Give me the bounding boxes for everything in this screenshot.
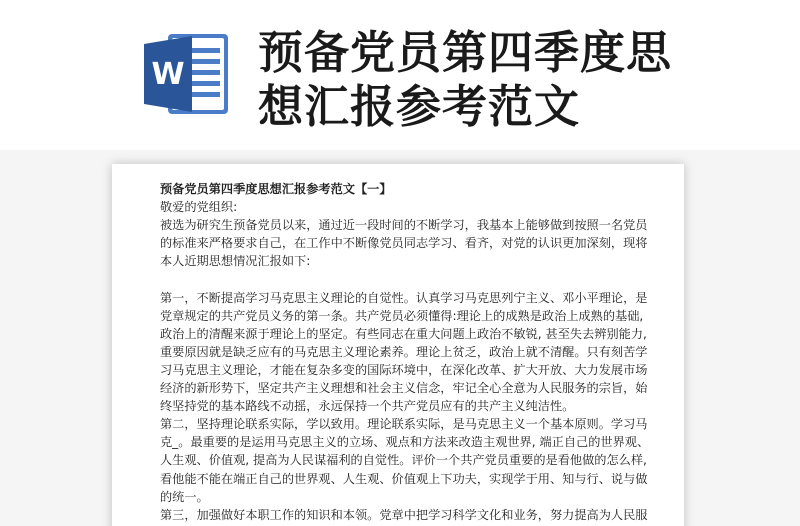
document-blank-line — [160, 270, 646, 288]
header-banner — [0, 0, 800, 160]
document-line: 本人近期思想情况汇报如下: — [160, 254, 311, 269]
document-line: 克_。最重要的是运用马克思主义的立场、观点和方法来改造主观世界, 端正自己的世界观、 — [160, 435, 650, 450]
page-title — [258, 26, 698, 134]
word-document-icon — [140, 28, 232, 120]
document-line: 的标准来严格要求自己，在工作中不断像党员同志学习、看齐，对党的认识更加深刻，现将 — [160, 236, 648, 251]
document-line: 重要原因就是缺乏应有的马克思主义理论素养。理论上贫乏，政治上就不清醒。只有刻苦学 — [160, 344, 648, 359]
document-line: 政治上的清醒来源于理论上的坚定。有些同志在重大问题上政治不敏锐, 甚至失去辨别能力, — [160, 326, 647, 341]
document-page — [112, 164, 684, 526]
document-line: 经济的新形势下，坚定共产主义理想和社会主义信念，牢记全心全意为人民服务的宗旨，始 — [160, 381, 648, 396]
page-title-line-1: 预备党员第四季度思 — [258, 26, 673, 79]
page-title-line-2: 想汇报参考范文 — [258, 80, 581, 133]
document-line: 习马克思主义理论，才能在复杂多变的国际环境中，在深化改革、扩大开放、大力发展市场 — [160, 362, 648, 377]
document-line: 人生观、价值观, 提高为人民谋福利的自觉性。评价一个共产党员重要的是看他做的怎么样, — [160, 453, 647, 468]
word-icon-line — [190, 59, 220, 64]
word-icon-line — [190, 70, 220, 75]
document-body — [160, 180, 650, 524]
document-line: 第一，不断提高学习马克思主义理论的自觉性。认真学习马克思列宁主义、邓小平理论，是 — [160, 290, 648, 305]
document-line: 终坚持党的基本路线不动摇，永远保持一个共产党员应有的共产主义纯洁性。 — [160, 399, 575, 414]
document-line: 被选为研究生预备党员以来，通过近一段时间的不断学习，我基本上能够做到按照一名党员 — [160, 218, 648, 233]
document-line: 看他能不能在端正自己的世界观、人生观、价值观上下功夫，实现学于用、知与行、说与做 — [160, 471, 648, 486]
document-line: 敬爱的党组织: — [160, 200, 238, 215]
word-icon-line — [190, 92, 220, 97]
document-line: 第三，加强做好本职工作的知识和本领。党章中把学习科学文化和业务，努力提高为人民服 — [160, 507, 648, 522]
word-icon-line — [190, 81, 220, 86]
document-line: 党章规定的共产党员义务的第一条。共产党员必须懂得:理论上的成熟是政治上成熟的基础, — [160, 308, 644, 323]
document-line: 的统一。 — [160, 489, 209, 504]
word-icon-line — [190, 48, 220, 53]
document-heading: 预备党员第四季度思想汇报参考范文【一】 — [160, 182, 392, 196]
word-icon-letter: W — [151, 57, 185, 92]
document-line: 第二，坚持理论联系实际，学以致用。理论联系实际，是马克思主义一个基本原则。学习马 — [160, 417, 648, 432]
